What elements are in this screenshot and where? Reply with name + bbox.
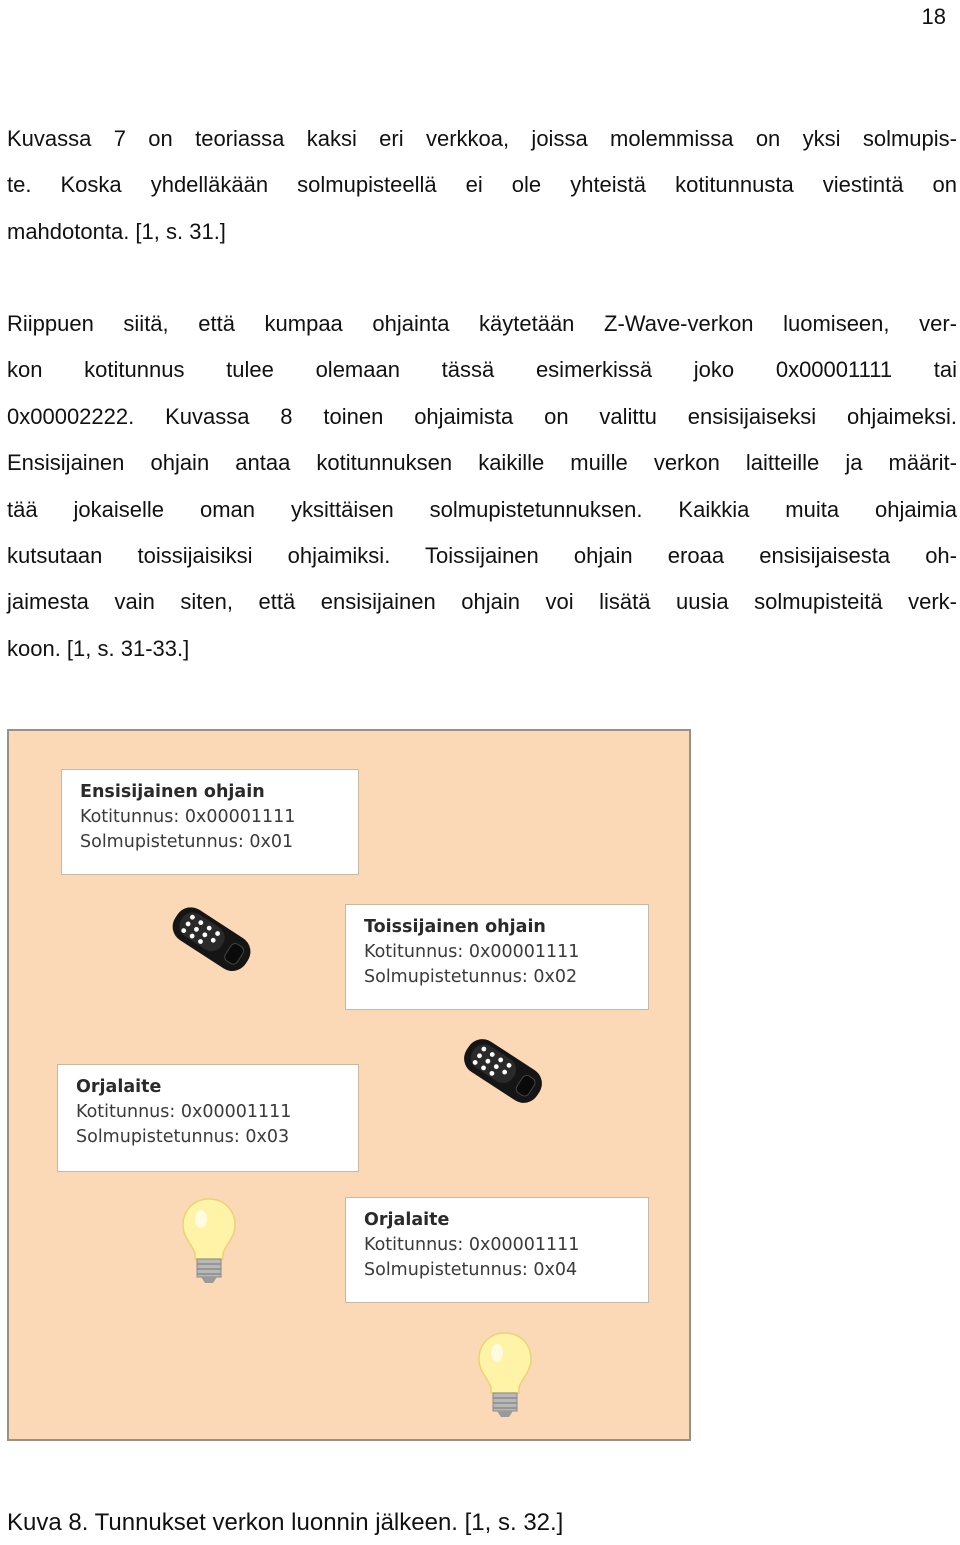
box-title: Toissijainen ohjain xyxy=(364,917,546,937)
text-line: 0x00002222. Kuvassa 8 toinen ohjaimista on valittu ensisijaiseksi ohjaimeksi. xyxy=(7,403,957,429)
secondary-controller-box xyxy=(345,904,649,1010)
text-line: Ensisijainen ohjain antaa kotitunnuksen kaikille muille verkon laitteille ja määrit- xyxy=(7,450,957,476)
home-id: Kotitunnus: 0x00001111 xyxy=(76,1102,292,1122)
box-title: Ensisijainen ohjain xyxy=(80,782,265,802)
text-line: kon kotitunnus tulee olemaan tässä esimerkissä joko 0x00001111 tai xyxy=(7,357,957,383)
home-id: Kotitunnus: 0x00001111 xyxy=(364,942,580,962)
node-id: Solmupistetunnus: 0x02 xyxy=(364,967,578,987)
box-title: Orjalaite xyxy=(364,1210,450,1230)
light-bulb-icon xyxy=(179,1195,239,1287)
text-line: jaimesta vain siten, että ensisijainen ohjain voi lisätä uusia solmupisteitä verk- xyxy=(7,589,957,615)
light-bulb-icon xyxy=(475,1329,535,1421)
paragraph-1 xyxy=(7,116,957,255)
text-line: koon. [1, s. 31-33.] xyxy=(7,635,190,661)
node-id: Solmupistetunnus: 0x03 xyxy=(76,1127,290,1147)
page-number: 18 xyxy=(921,4,946,29)
home-id: Kotitunnus: 0x00001111 xyxy=(80,807,296,827)
remote-control-icon xyxy=(453,1031,553,1111)
node-id: Solmupistetunnus: 0x04 xyxy=(364,1260,578,1280)
text-line: Riippuen siitä, että kumpaa ohjainta käytetään Z-Wave-verkon luomiseen, ver- xyxy=(7,311,957,336)
text-line: te. Koska yhdelläkään solmupisteellä ei ole yhteistä kotitunnusta viestintä on xyxy=(7,172,957,198)
network-figure xyxy=(7,729,691,1441)
remote-control-icon xyxy=(161,899,261,981)
text-line: mahdotonta. [1, s. 31.] xyxy=(7,218,226,244)
slave-device-box-2 xyxy=(345,1197,649,1303)
slave-device-box-1 xyxy=(57,1064,359,1172)
text-line: kutsutaan toissijaisiksi ohjaimiksi. Toissijainen ohjain eroaa ensisijaisesta oh- xyxy=(7,542,957,568)
home-id: Kotitunnus: 0x00001111 xyxy=(364,1235,580,1255)
box-title: Orjalaite xyxy=(76,1077,162,1097)
paragraph-2 xyxy=(7,301,957,672)
figure-caption: Kuva 8. Tunnukset verkon luonnin jälkeen. [1, s. 32.] xyxy=(7,1509,564,1536)
text-line: tää jokaiselle oman yksittäisen solmupistetunnuksen. Kaikkia muita ohjaimia xyxy=(7,496,957,522)
node-id: Solmupistetunnus: 0x01 xyxy=(80,832,294,852)
primary-controller-box xyxy=(61,769,359,875)
text-line: Kuvassa 7 on teoriassa kaksi eri verkkoa, joissa molemmissa on yksi solmupis- xyxy=(7,126,957,151)
